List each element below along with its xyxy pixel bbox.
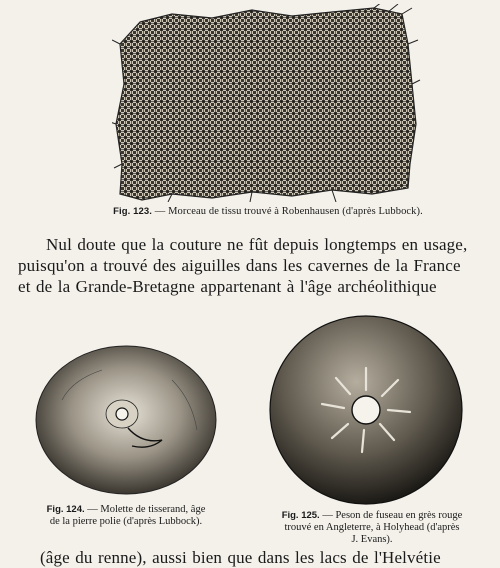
woven-fabric-illustration: [112, 4, 422, 202]
figure-125-caption: [252, 510, 492, 546]
figure-125-label: Fig. 125.: [281, 510, 320, 521]
figure-124-label: Fig. 124.: [46, 504, 85, 515]
figure-125-caption-line-3: J. Evans).: [351, 534, 393, 545]
paragraph-2-line-1: (âge du renne), aussi bien que dans les lacs de l'Helvétie: [40, 548, 441, 567]
body-paragraph-2: [40, 547, 500, 568]
paragraph-1-line-3: et de la Grande-Bretagne appartenant à l'âge archéolithique: [18, 277, 437, 296]
paragraph-1-line-2: puisqu'on a trouvé des aiguilles dans les cavernes de la France: [18, 256, 461, 275]
figure-123-label: Fig. 123.: [113, 206, 153, 217]
figure-123-caption: [58, 206, 478, 217]
paragraph-1-line-1: Nul doute que la couture ne fût depuis longtemps en usage,: [46, 235, 468, 254]
figure-124-caption-line-1: — Molette de tisserand, âge: [87, 504, 206, 515]
figure-125-caption-line-1: — Peson de fuseau en grès rouge: [322, 510, 463, 521]
figure-125-caption-line-2: trouvé en Angleterre, à Holyhead (d'après: [284, 522, 460, 533]
body-paragraph-1: [18, 234, 488, 297]
figure-124-caption: [10, 504, 242, 528]
stone-disc-illustration: [32, 340, 220, 498]
figure-124-caption-line-2: de la pierre polie (d'après Lubbock).: [49, 516, 203, 527]
figure-123-caption-text: — Morceau de tissu trouvé à Robenhausen (d'après Lubbock).: [154, 206, 423, 217]
spindle-whorl-illustration: [266, 312, 466, 508]
